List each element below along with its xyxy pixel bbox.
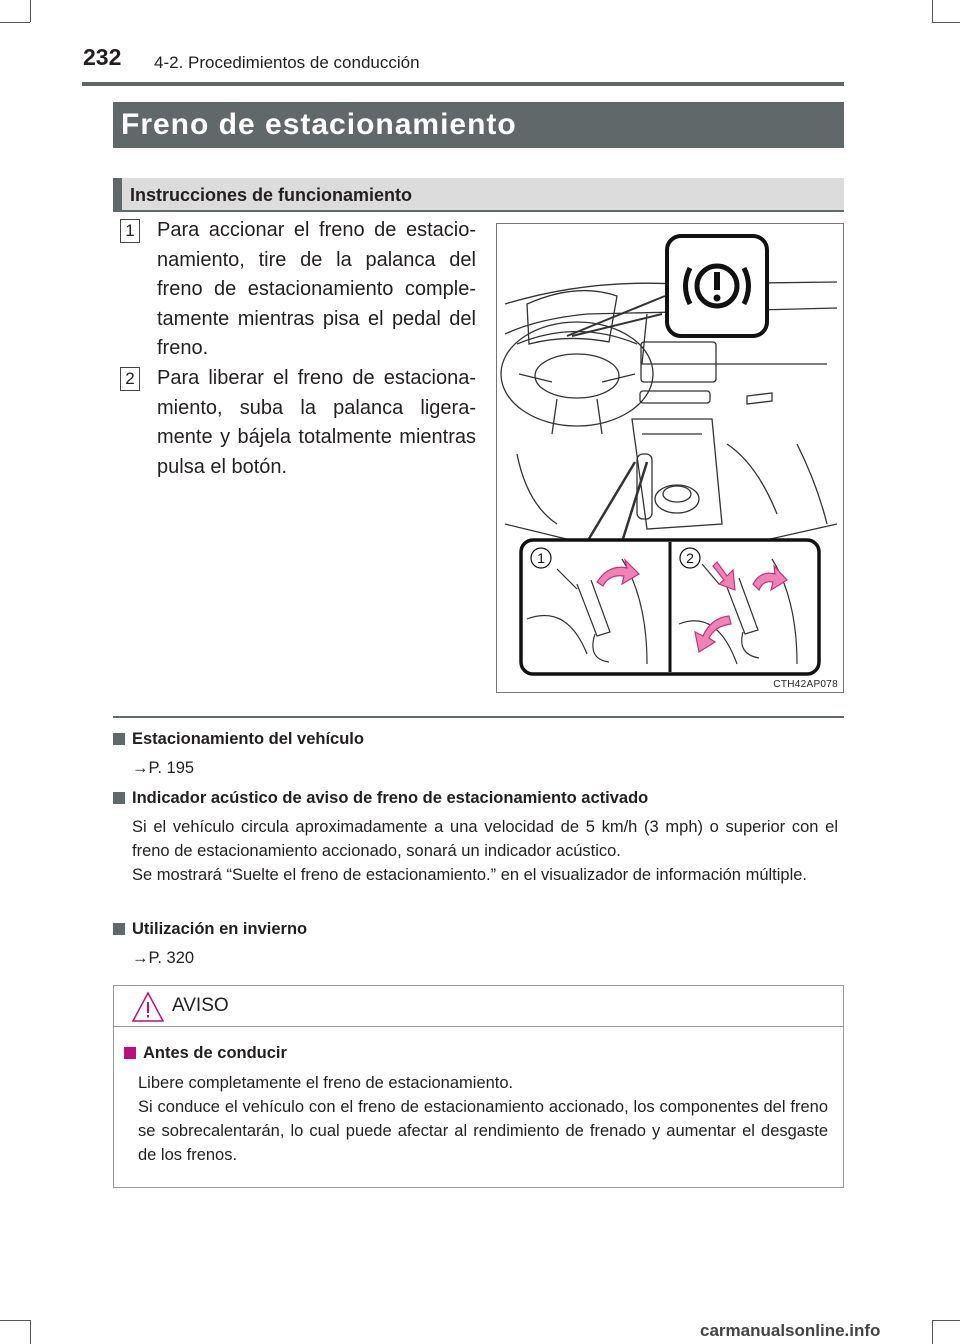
note-body-buzzer [132, 815, 838, 887]
note-body-parking [132, 756, 838, 780]
step-number: 2 [120, 367, 140, 391]
note-heading-winter [113, 920, 307, 939]
running-head: 4-2. Procedimientos de conducción [154, 53, 420, 72]
warning-subheading-text: Antes de conducir [143, 1044, 287, 1062]
watermark: carmanualsonline.info [700, 1321, 881, 1340]
note-paragraph: Se mostrará “Suelte el freno de estacionamiento.” en el visualizador de información múltiple. [132, 866, 808, 884]
warning-paragraph: Si conduce el vehículo con el freno de estacionamiento accionado, los componentes del freno se sobrecalentarán, lo cual puede afectar al rendimiento de frenado y aumentar el desgaste de los frenos. [138, 1098, 828, 1164]
callout-1: 1 [537, 550, 545, 566]
cockpit-drawing [497, 224, 843, 692]
crop-mark [30, 0, 31, 22]
crop-mark [932, 22, 960, 23]
section-heading [113, 178, 844, 210]
header-rule [82, 82, 844, 86]
figure-code: CTH42AP078 [773, 679, 838, 690]
notes-rule [113, 716, 844, 718]
page-number: 232 [83, 44, 122, 70]
step-text: Para accionar el freno de estacio-namiento, tire de la palanca del freno de estacionamiento comple-tamente mientras pisa el pedal del freno. [157, 219, 476, 359]
section-heading-text: Instrucciones de funcionamiento [130, 185, 413, 205]
page-reference: →P. 195 [132, 759, 195, 777]
crop-mark [30, 1320, 31, 1344]
page-title: Freno de estacionamiento [113, 102, 844, 148]
warning-box [113, 985, 844, 1188]
note-heading-buzzer [113, 789, 648, 808]
crop-mark [932, 1320, 960, 1321]
note-body-winter [132, 946, 838, 970]
square-bullet-icon [113, 733, 125, 745]
callout-2: 2 [686, 550, 694, 566]
note-heading-text: Utilización en invierno [132, 920, 308, 938]
step-text: Para liberar el freno de estaciona-miento, suba la palanca ligera-mente y bájela totalmente mientras pulsa el botón. [157, 367, 476, 478]
step-2 [120, 364, 476, 482]
warning-rule [114, 1026, 843, 1027]
crop-mark [932, 1320, 933, 1344]
section-underline [113, 210, 844, 212]
step-1 [120, 216, 476, 364]
warning-triangle-icon [131, 991, 165, 1023]
note-heading-text: Estacionamiento del vehículo [132, 730, 364, 748]
square-bullet-icon [113, 923, 125, 935]
warning-body [138, 1071, 828, 1167]
warning-paragraph: Libere completamente el freno de estacionamiento. [138, 1074, 514, 1092]
warning-title: AVISO [172, 995, 229, 1016]
step-number: 1 [120, 219, 140, 243]
page-reference: →P. 320 [132, 949, 195, 967]
note-heading-text: Indicador acústico de aviso de freno de estacionamiento activado [132, 789, 649, 807]
note-paragraph: Si el vehículo circula aproximadamente a una velocidad de 5 km/h (3 mph) o superior con el freno de estacionamiento accionado, sonará un indicador acústico. [132, 818, 838, 860]
crop-mark [932, 0, 933, 22]
square-bullet-icon [113, 792, 125, 804]
warning-subheading [124, 1044, 287, 1063]
square-bullet-icon [124, 1047, 136, 1059]
parking-brake-illustration [496, 223, 844, 693]
crop-mark [0, 22, 30, 23]
crop-mark [0, 1320, 30, 1321]
note-heading-parking [113, 730, 364, 749]
